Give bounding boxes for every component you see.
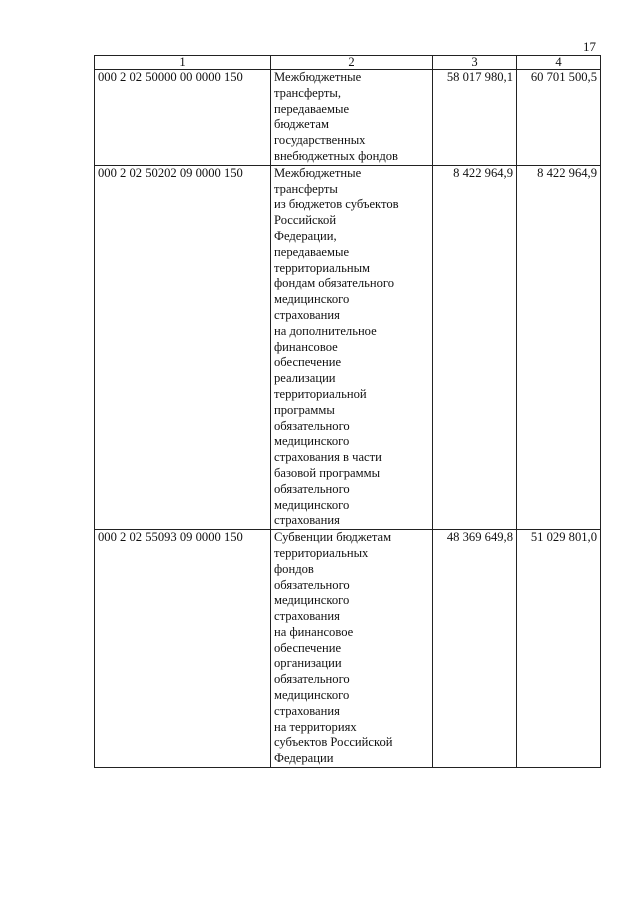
row-name-line: Российской: [274, 213, 337, 228]
row-code: 000 2 02 55093 09 0000 150: [95, 530, 271, 768]
row-name-line: медицинского: [274, 497, 350, 512]
table-row: [95, 530, 601, 768]
row-name-line: организации: [274, 656, 342, 671]
row-name-line: передаваемые: [274, 101, 350, 116]
row-name-line: обеспечение: [274, 355, 342, 370]
row-name-line: трансферты: [274, 181, 338, 196]
row-name-line: Межбюджетные: [274, 165, 362, 180]
row-name-line: обязательного: [274, 481, 350, 496]
row-value-col-3: 8 422 964,9: [433, 165, 517, 529]
row-name-line: страхования: [274, 307, 340, 322]
row-name-line: на территориях: [274, 719, 357, 734]
row-value-col-4: 60 701 500,5: [517, 70, 601, 166]
budget-table: [94, 55, 601, 768]
row-name-line: Федерации: [274, 751, 334, 766]
row-name-line: Субвенции бюджетам: [274, 530, 392, 545]
row-name-line: территориальных: [274, 545, 369, 560]
row-name: [271, 70, 433, 166]
row-name-line: внебюджетных фондов: [274, 148, 398, 163]
row-name: [271, 165, 433, 529]
row-value-col-4: 51 029 801,0: [517, 530, 601, 768]
row-name-line: финансовое: [274, 339, 338, 354]
header-col-2: 2: [271, 56, 433, 70]
row-name-line: программы: [274, 402, 335, 417]
row-name-line: реализации: [274, 371, 336, 386]
row-name-line: страхования: [274, 609, 340, 624]
header-col-4: 4: [517, 56, 601, 70]
row-name-line: субъектов Российской: [274, 735, 393, 750]
table-row: [95, 70, 601, 166]
row-name-line: государственных: [274, 133, 366, 148]
row-name-line: Межбюджетные: [274, 70, 362, 84]
row-name-line: медицинского: [274, 434, 350, 449]
row-name-line: Федерации,: [274, 228, 337, 243]
row-name-line: передаваемые: [274, 244, 350, 259]
row-value-col-3: 58 017 980,1: [433, 70, 517, 166]
row-name-line: фондов: [274, 561, 314, 576]
row-value-col-3: 48 369 649,8: [433, 530, 517, 768]
row-name-line: на дополнительное: [274, 323, 377, 338]
row-name-line: из бюджетов субъектов: [274, 197, 399, 212]
row-name: [271, 530, 433, 768]
header-col-3: 3: [433, 56, 517, 70]
row-name-line: медицинского: [274, 593, 350, 608]
row-name-line: фондам обязательного: [274, 276, 395, 291]
row-name-line: страхования: [274, 513, 340, 528]
row-name-line: обязательного: [274, 672, 350, 687]
table-header-row: [95, 56, 601, 70]
row-name-line: медицинского: [274, 688, 350, 703]
row-name-line: на финансовое: [274, 624, 354, 639]
header-col-1: 1: [95, 56, 271, 70]
row-name-line: трансферты,: [274, 85, 342, 100]
row-value-col-4: 8 422 964,9: [517, 165, 601, 529]
row-name-line: страхования в части: [274, 450, 382, 465]
row-code: 000 2 02 50202 09 0000 150: [95, 165, 271, 529]
row-code: 000 2 02 50000 00 0000 150: [95, 70, 271, 166]
table-row: [95, 165, 601, 529]
row-name-line: территориальным: [274, 260, 370, 275]
row-name-line: страхования: [274, 703, 340, 718]
row-name-line: обязательного: [274, 418, 350, 433]
row-name-line: бюджетам: [274, 117, 329, 132]
row-name-line: территориальной: [274, 386, 367, 401]
row-name-line: базовой программы: [274, 465, 381, 480]
row-name-line: обязательного: [274, 577, 350, 592]
row-name-line: обеспечение: [274, 640, 342, 655]
row-name-line: медицинского: [274, 292, 350, 307]
page-number: 17: [583, 39, 596, 54]
